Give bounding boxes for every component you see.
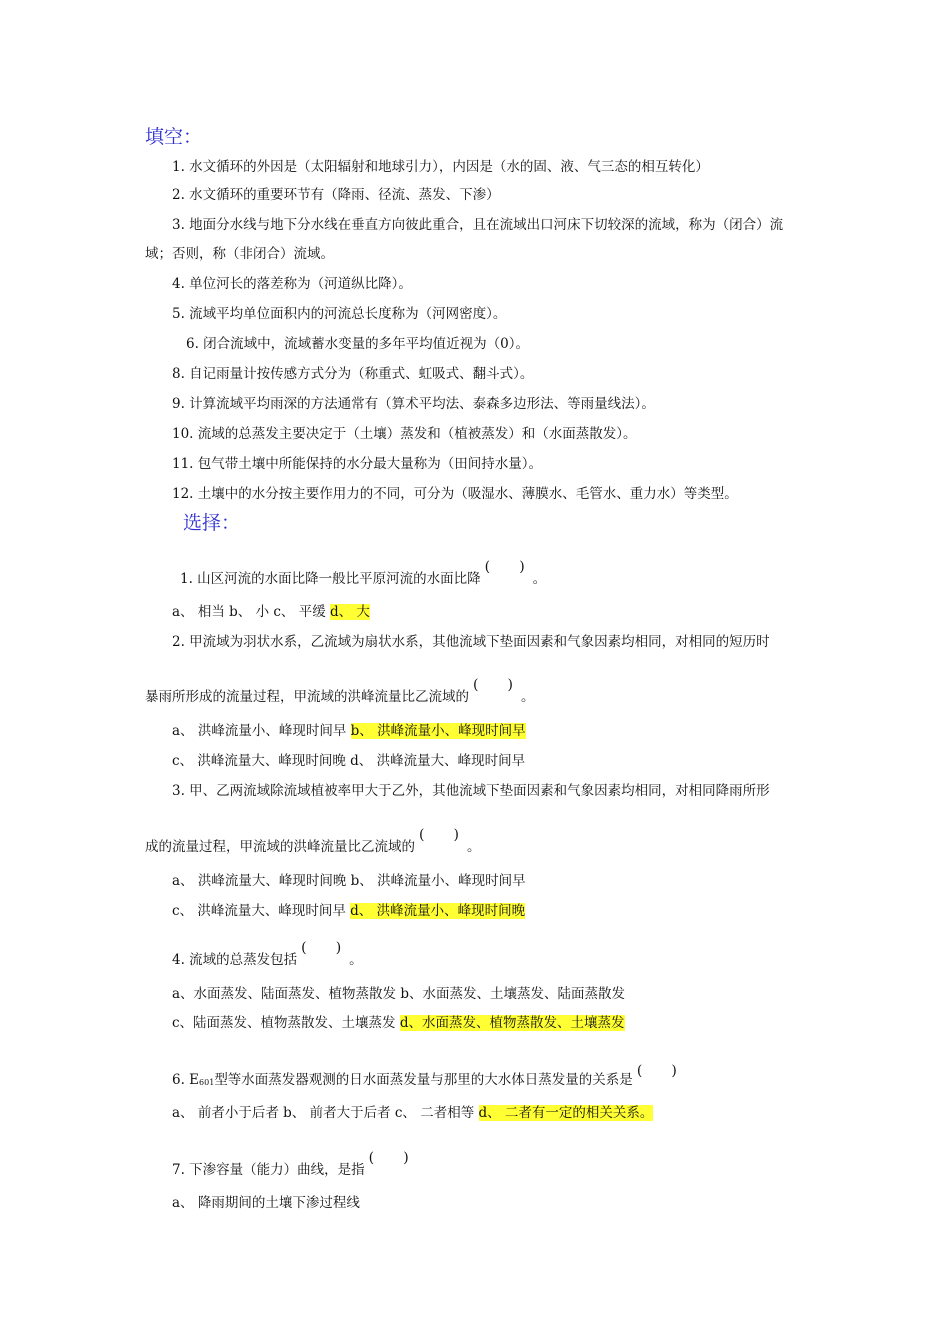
- answer-blank: [415, 838, 467, 856]
- fill-item-1: 1. 水文循环的外因是（太阳辐射和地球引力），内因是（水的固、液、气三态的相互转化）: [172, 159, 709, 175]
- question-3-options-ab: a、 洪峰流量大、峰现时间晚 b、 洪峰流量小、峰现时间早: [172, 873, 526, 889]
- fill-item-4: 4. 单位河长的落差称为（河道纵比降）。: [172, 276, 412, 292]
- question-3-stem: 3. 甲、乙两流域除流域植被率甲大于乙外，其他流域下垫面因素和气象因素均相同，对相同降雨所形: [172, 783, 770, 799]
- question-3-options-cd: c、 洪峰流量大、峰现时间早 d、 洪峰流量小、峰现时间晚: [172, 903, 526, 919]
- answer-blank: [481, 570, 533, 588]
- question-4-options-cd: c、陆面蒸发、植物蒸散发、土壤蒸发 d、水面蒸发、植物蒸散发、土壤蒸发: [172, 1015, 625, 1031]
- fill-item-10: 10. 流域的总蒸发主要决定于（土壤）蒸发和（植被蒸发）和（水面蒸散发）。: [172, 426, 637, 442]
- fill-item-2: 2. 水文循环的重要环节有（降雨、径流、蒸发、下渗）: [172, 187, 500, 203]
- fill-item-6: 6. 闭合流域中，流域蓄水变量的多年平均值近视为（0）。: [186, 336, 530, 352]
- question-1-stem: 1. 山区河流的水面比降一般比平原河流的水面比降( ) 。: [180, 570, 546, 588]
- highlighted-answer: b、 洪峰流量小、峰现时间早: [350, 723, 526, 739]
- fill-item-3: 3. 地面分水线与地下分水线在垂直方向彼此重合，且在流域出口河床下切较深的流域，称为（闭合）流: [172, 217, 784, 233]
- highlighted-answer: d、 洪峰流量小、峰现时间晚: [350, 903, 526, 919]
- answer-blank: [469, 688, 521, 706]
- fill-item-9: 9. 计算流域平均雨深的方法通常有（算术平均法、泰森多边形法、等雨量线法）。: [172, 396, 655, 412]
- question-2-stem-cont: 暴雨所形成的流量过程，甲流域的洪峰流量比乙流域的( ) 。: [145, 688, 535, 706]
- question-2-stem: 2. 甲流域为羽状水系，乙流域为扇状水系，其他流域下垫面因素和气象因素均相同，对相同的短历时: [172, 634, 770, 650]
- question-3-stem-cont: 成的流量过程，甲流域的洪峰流量比乙流域的( ) 。: [145, 838, 481, 856]
- question-2-options-cd: c、 洪峰流量大、峰现时间晚 d、 洪峰流量大、峰现时间早: [172, 753, 526, 769]
- question-4-options-ab: a、水面蒸发、陆面蒸发、植物蒸散发 b、水面蒸发、土壤蒸发、陆面蒸散发: [172, 986, 625, 1002]
- highlighted-answer: d、 大: [330, 604, 370, 620]
- question-2-options-ab: a、 洪峰流量小、峰现时间早 b、 洪峰流量小、峰现时间早: [172, 723, 526, 739]
- question-7-stem: 7. 下渗容量（能力）曲线，是指( ): [172, 1161, 417, 1179]
- question-1-options: a、 相当 b、 小 c、 平缓 d、 大: [172, 604, 370, 620]
- fill-item-12: 12. 土壤中的水分按主要作用力的不同，可分为（吸湿水、薄膜水、毛管水、重力水）等类型。: [172, 486, 738, 502]
- fill-item-11: 11. 包气带土壤中所能保持的水分最大量称为（田间持水量）。: [172, 456, 543, 472]
- answer-blank: [365, 1161, 417, 1179]
- fill-item-8: 8. 自记雨量计按传感方式分为（称重式、虹吸式、翻斗式）。: [172, 366, 534, 382]
- fill-heading: 填空：: [145, 126, 203, 148]
- answer-blank: [633, 1074, 685, 1092]
- question-4-stem: 4. 流域的总蒸发包括( ) 。: [172, 951, 363, 969]
- choice-heading: 选择：: [183, 512, 241, 534]
- question-6-stem: 6. E601型等水面蒸发器观测的日水面蒸发量与那里的大水体日蒸发量的关系是( ): [172, 1071, 685, 1092]
- highlighted-answer: d、水面蒸发、植物蒸散发、土壤蒸发: [399, 1015, 625, 1031]
- highlighted-answer: d、 二者有一定的相关关系。: [478, 1105, 654, 1121]
- answer-blank: [297, 951, 349, 969]
- question-7-option-a: a、 降雨期间的土壤下渗过程线: [172, 1195, 360, 1211]
- fill-item-3-cont: 域；否则，称（非闭合）流域。: [145, 246, 334, 262]
- question-6-options: a、 前者小于后者 b、 前者大于后者 c、 二者相等 d、 二者有一定的相关关系。: [172, 1105, 654, 1121]
- fill-item-5: 5. 流域平均单位面积内的河流总长度称为（河网密度）。: [172, 306, 507, 322]
